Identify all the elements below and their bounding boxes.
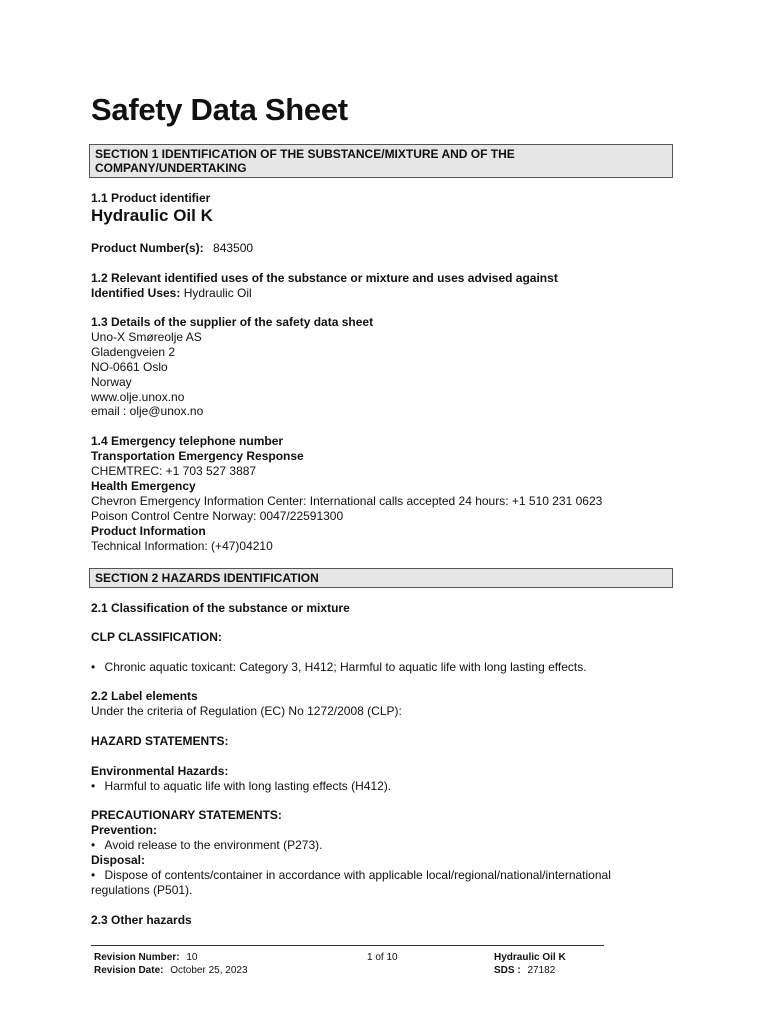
identified-uses-value: Hydraulic Oil: [183, 286, 252, 300]
label-elements-heading: 2.2 Label elements: [91, 689, 198, 703]
label-elements-text: Under the criteria of Regulation (EC) No 1272/2008 (CLP):: [91, 704, 402, 718]
section-2-header: SECTION 2 HAZARDS IDENTIFICATION: [89, 568, 673, 588]
product-number-row: [91, 241, 253, 255]
health-emergency-line-2: Poison Control Centre Norway: 0047/22591300: [91, 509, 344, 523]
prevention-text: Avoid release to the environment (P273).: [104, 838, 323, 852]
product-number-value: 843500: [213, 241, 254, 255]
precautionary-heading: PRECAUTIONARY STATEMENTS:: [91, 808, 282, 822]
footer-divider: [91, 945, 604, 946]
identified-uses-label: Identified Uses:: [91, 286, 181, 300]
bullet-icon: •: [91, 838, 96, 852]
section-1-header: [89, 144, 673, 178]
product-number-label: Product Number(s):: [91, 241, 204, 255]
sds-number: [494, 964, 555, 977]
page-indicator: 1 of 10: [367, 952, 398, 963]
prevention-label: Prevention:: [91, 823, 158, 837]
supplier-line: NO-0661 Oslo: [91, 360, 168, 374]
other-hazards-heading: 2.3 Other hazards: [91, 913, 192, 927]
environmental-hazards-bullet-item: [91, 779, 391, 793]
prevention-bullet-item: [91, 838, 322, 852]
revision-date: [94, 964, 248, 977]
product-information-label: Product Information: [91, 524, 206, 538]
transport-emergency-label: Transportation Emergency Response: [91, 449, 304, 463]
hazard-statements-heading: HAZARD STATEMENTS:: [91, 734, 229, 748]
uses-heading: 1.2 Relevant identified uses of the substance or mixture and uses advised against: [91, 271, 558, 285]
sds-value: 27182: [527, 965, 556, 976]
supplier-line: Gladengveien 2: [91, 345, 176, 359]
revision-date-value: October 25, 2023: [170, 965, 248, 976]
footer-product-name: Hydraulic Oil K: [494, 952, 566, 963]
disposal-text-line-2: regulations (P501).: [91, 883, 193, 897]
revision-number-value: 10: [186, 952, 198, 963]
section-1-header-line-2: COMPANY/UNDERTAKING: [95, 161, 247, 175]
section-1-header-line-1: SECTION 1 IDENTIFICATION OF THE SUBSTANCE/MIXTURE AND OF THE: [95, 147, 515, 161]
supplier-website-link[interactable]: www.olje.unox.no: [91, 390, 185, 404]
health-emergency-line-1: Chevron Emergency Information Center: International calls accepted 24 hours: +1 510 231 0623: [91, 494, 603, 508]
bullet-icon: •: [91, 868, 96, 882]
product-identifier-heading: 1.1 Product identifier: [91, 191, 211, 205]
product-name: Hydraulic Oil K: [91, 206, 213, 225]
identified-uses-row: [91, 286, 252, 300]
supplier-email-link[interactable]: email : olje@unox.no: [91, 404, 204, 418]
supplier-heading: 1.3 Details of the supplier of the safety data sheet: [91, 315, 374, 329]
bullet-icon: •: [91, 660, 96, 674]
supplier-line: Norway: [91, 375, 132, 389]
classification-heading: 2.1 Classification of the substance or mixture: [91, 601, 350, 615]
revision-date-label: Revision Date:: [94, 965, 164, 976]
environmental-hazards-text: Harmful to aquatic life with long lasting effects (H412).: [104, 779, 392, 793]
disposal-text-line-1: Dispose of contents/container in accordance with applicable local/regional/national/international: [104, 868, 611, 882]
environmental-hazards-label: Environmental Hazards:: [91, 764, 229, 778]
clp-bullet-item: [91, 660, 587, 674]
revision-number: [94, 951, 197, 964]
technical-information: Technical Information: (+47)04210: [91, 539, 273, 553]
revision-number-label: Revision Number:: [94, 952, 180, 963]
bullet-icon: •: [91, 779, 96, 793]
clp-bullet-text: Chronic aquatic toxicant: Category 3, H412; Harmful to aquatic life with long lasting effects.: [104, 660, 587, 674]
disposal-label: Disposal:: [91, 853, 146, 867]
clp-heading: CLP CLASSIFICATION:: [91, 630, 222, 644]
health-emergency-label: Health Emergency: [91, 479, 196, 493]
supplier-line: Uno-X Smøreolje AS: [91, 330, 202, 344]
sds-label: SDS :: [494, 965, 521, 976]
emergency-heading: 1.4 Emergency telephone number: [91, 434, 284, 448]
disposal-bullet-item: [91, 868, 611, 882]
chemtrec-number: CHEMTREC: +1 703 527 3887: [91, 464, 257, 478]
page-title: Safety Data Sheet: [91, 92, 348, 127]
